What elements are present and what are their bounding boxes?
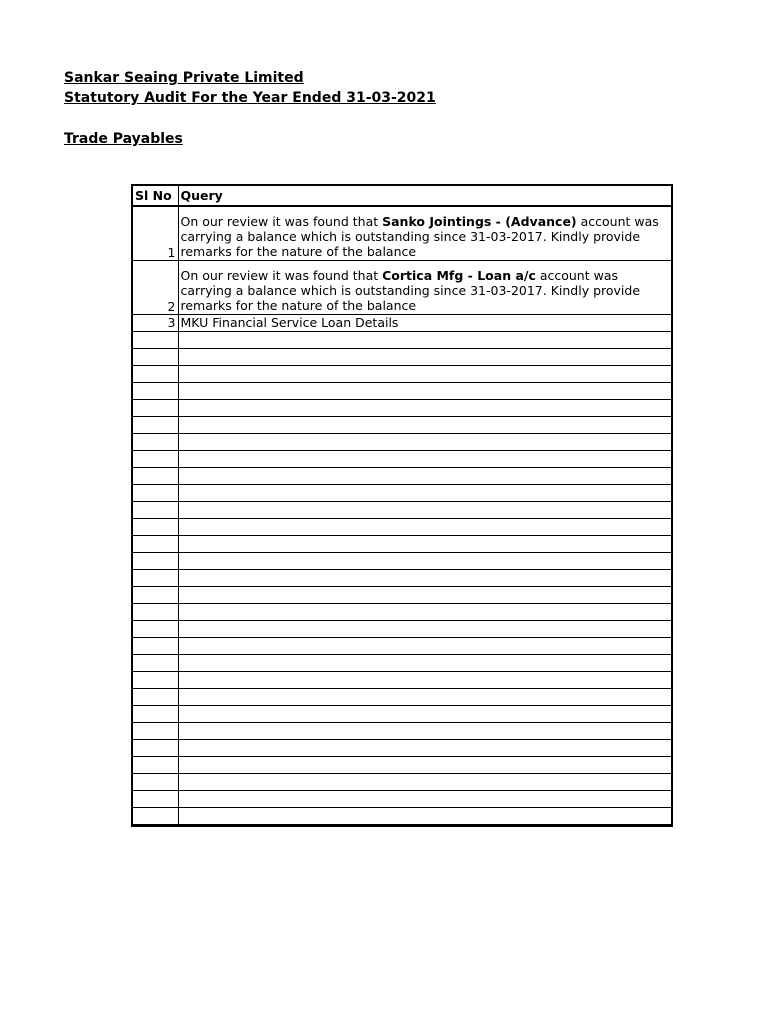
empty-row — [132, 655, 672, 672]
empty-query-cell — [178, 587, 672, 604]
sl-no-cell: 3 — [132, 315, 178, 332]
empty-query-cell — [178, 655, 672, 672]
header-row — [132, 185, 672, 206]
query-cell — [178, 206, 672, 261]
empty-row — [132, 587, 672, 604]
header-query: Query — [178, 185, 672, 206]
empty-query-cell — [178, 536, 672, 553]
empty-row — [132, 468, 672, 485]
empty-query-cell — [178, 757, 672, 774]
company-name: Sankar Seaing Private Limited — [64, 70, 304, 86]
empty-sl-cell — [132, 417, 178, 434]
empty-sl-cell — [132, 689, 178, 706]
empty-row — [132, 366, 672, 383]
empty-row — [132, 400, 672, 417]
query-text-before: MKU Financial Service Loan Details — [180, 315, 399, 330]
empty-row — [132, 349, 672, 366]
empty-sl-cell — [132, 400, 178, 417]
empty-row — [132, 332, 672, 349]
empty-query-cell — [178, 740, 672, 757]
empty-sl-cell — [132, 655, 178, 672]
sl-no-cell: 1 — [132, 206, 178, 261]
empty-sl-cell — [132, 553, 178, 570]
empty-row — [132, 519, 672, 536]
empty-query-cell — [178, 468, 672, 485]
empty-query-cell — [178, 604, 672, 621]
empty-query-cell — [178, 332, 672, 349]
empty-row — [132, 706, 672, 723]
empty-query-cell — [178, 519, 672, 536]
empty-sl-cell — [132, 519, 178, 536]
empty-row — [132, 723, 672, 740]
empty-sl-cell — [132, 791, 178, 808]
account-name: Cortica Mfg - Loan a/c — [382, 268, 536, 283]
empty-row — [132, 621, 672, 638]
empty-query-cell — [178, 791, 672, 808]
empty-sl-cell — [132, 485, 178, 502]
empty-query-cell — [178, 349, 672, 366]
empty-query-cell — [178, 553, 672, 570]
empty-sl-cell — [132, 536, 178, 553]
empty-query-cell — [178, 417, 672, 434]
empty-sl-cell — [132, 604, 178, 621]
empty-row — [132, 536, 672, 553]
empty-row — [132, 434, 672, 451]
empty-row — [132, 791, 672, 808]
table-row — [132, 315, 672, 332]
query-text-before: On our review it was found that — [180, 268, 383, 283]
empty-sl-cell — [132, 757, 178, 774]
empty-sl-cell — [132, 740, 178, 757]
empty-row — [132, 638, 672, 655]
empty-query-cell — [178, 400, 672, 417]
empty-row — [132, 604, 672, 621]
empty-row — [132, 757, 672, 774]
table-row — [132, 261, 672, 315]
query-cell — [178, 315, 672, 332]
empty-query-cell — [178, 502, 672, 519]
empty-row — [132, 672, 672, 689]
empty-row — [132, 689, 672, 706]
empty-sl-cell — [132, 570, 178, 587]
empty-query-cell — [178, 621, 672, 638]
empty-query-cell — [178, 451, 672, 468]
empty-query-cell — [178, 689, 672, 706]
empty-row — [132, 451, 672, 468]
account-name: Sanko Jointings - (Advance) — [382, 214, 577, 229]
query-table — [131, 184, 673, 827]
empty-query-cell — [178, 723, 672, 740]
empty-row — [132, 383, 672, 400]
empty-query-cell — [178, 638, 672, 655]
query-cell — [178, 261, 672, 315]
empty-sl-cell — [132, 451, 178, 468]
empty-row — [132, 774, 672, 791]
empty-sl-cell — [132, 672, 178, 689]
empty-query-cell — [178, 808, 672, 826]
empty-sl-cell — [132, 774, 178, 791]
empty-sl-cell — [132, 706, 178, 723]
empty-sl-cell — [132, 723, 178, 740]
empty-query-cell — [178, 383, 672, 400]
empty-query-cell — [178, 366, 672, 383]
empty-query-cell — [178, 570, 672, 587]
empty-sl-cell — [132, 468, 178, 485]
empty-query-cell — [178, 434, 672, 451]
empty-sl-cell — [132, 434, 178, 451]
header-sl-no: Sl No — [132, 185, 178, 206]
table-row — [132, 206, 672, 261]
query-text-after: account was carrying a balance which is outstanding since 31-03-2017. Kindly provide remarks for the nature of the balance — [180, 214, 659, 259]
empty-sl-cell — [132, 621, 178, 638]
empty-sl-cell — [132, 383, 178, 400]
empty-query-cell — [178, 706, 672, 723]
empty-sl-cell — [132, 332, 178, 349]
empty-row — [132, 740, 672, 757]
empty-row — [132, 417, 672, 434]
empty-row — [132, 570, 672, 587]
empty-sl-cell — [132, 808, 178, 826]
query-text-after: account was carrying a balance which is outstanding since 31-03-2017. Kindly provide remarks for the nature of the balance — [180, 268, 641, 313]
section-title: Trade Payables — [64, 131, 183, 147]
audit-title: Statutory Audit For the Year Ended 31-03-2021 — [64, 90, 436, 106]
query-text-before: On our review it was found that — [180, 214, 383, 229]
empty-query-cell — [178, 672, 672, 689]
empty-sl-cell — [132, 349, 178, 366]
empty-sl-cell — [132, 638, 178, 655]
empty-row — [132, 502, 672, 519]
sl-no-cell: 2 — [132, 261, 178, 315]
empty-sl-cell — [132, 502, 178, 519]
empty-row — [132, 485, 672, 502]
empty-query-cell — [178, 485, 672, 502]
empty-row — [132, 808, 672, 826]
empty-sl-cell — [132, 366, 178, 383]
empty-query-cell — [178, 774, 672, 791]
empty-row — [132, 553, 672, 570]
empty-sl-cell — [132, 587, 178, 604]
